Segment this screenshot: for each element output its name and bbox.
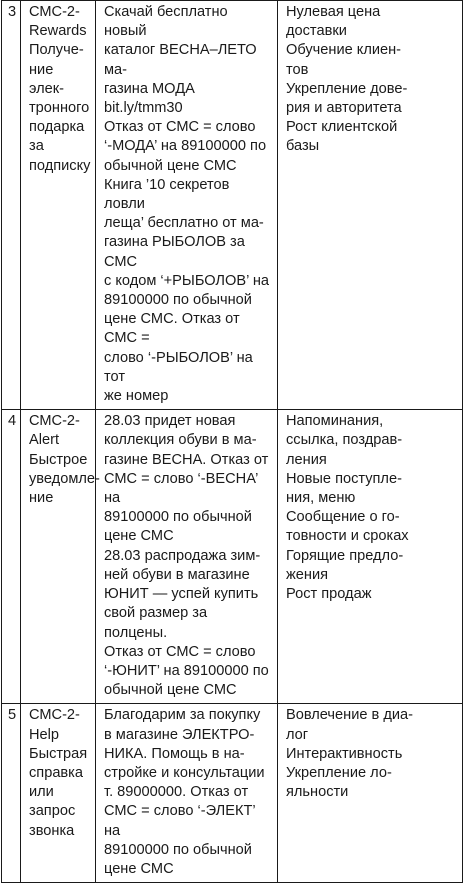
- cell-line: товности и сроках: [286, 528, 409, 545]
- cell-line: Обучение клиен-: [286, 42, 402, 59]
- cell-line: СМС = слово ‘-ВЕСНА’ на: [104, 470, 258, 507]
- cell-line: слово ‘-РЫБОЛОВ’ на тот: [104, 349, 253, 385]
- goals-cell: [278, 1, 463, 410]
- cell-line: Благодарим за покупку: [104, 707, 261, 724]
- cell-line: Укрепление дове-: [286, 80, 408, 97]
- cell-line: каталог ВЕСНА–ЛЕТО ма-: [104, 42, 257, 78]
- row-number: 4: [2, 410, 21, 704]
- cell-line: звонка: [29, 822, 75, 839]
- example-message-cell: [96, 1, 278, 410]
- cell-line: Быстрая: [29, 745, 88, 762]
- goals-cell: [278, 410, 463, 704]
- cell-line: с кодом ‘+РЫБОЛОВ’ на: [104, 272, 270, 289]
- cell-line: обычной цене СМС: [104, 157, 237, 174]
- cell-line: Нулевая цена: [286, 4, 381, 20]
- cell-line: Книга ’10 секретов ловли: [104, 176, 230, 213]
- cell-line: доставки: [286, 23, 347, 40]
- cell-line: СМС = слово ‘-ЭЛЕКТ’ на: [104, 803, 256, 839]
- cell-line: ссылка, поздрав-: [286, 432, 403, 449]
- cell-line: цене СМС. Отказ от СМС =: [104, 311, 240, 347]
- example-message-cell: [96, 704, 278, 883]
- goals-cell: [278, 704, 463, 883]
- cell-line: жения: [286, 566, 328, 583]
- table-row: [2, 1, 463, 410]
- cell-line: свой размер за полцены.: [104, 605, 208, 641]
- cell-line: ней обуви в магазине: [104, 566, 250, 583]
- cell-line: 89100000 по обычной: [104, 841, 252, 858]
- cell-line: цене СМС: [104, 528, 174, 545]
- sms-type-cell: [21, 704, 96, 883]
- cell-line: ‘-МОДА’ на 89100000 по: [104, 138, 267, 155]
- cell-line: Вовлечение в диа-: [286, 707, 413, 724]
- cell-line: СМС-2-Help: [29, 707, 80, 743]
- table-row: [2, 704, 463, 883]
- cell-line: СМС-2-Alert: [29, 413, 80, 449]
- row-number: 5: [2, 704, 21, 883]
- cell-line: т. 89000000. Отказ от: [104, 784, 249, 801]
- cell-line: 89100000 по обычной: [104, 292, 252, 309]
- cell-line: цене СМС: [104, 860, 174, 877]
- cell-line: уведомле-: [29, 470, 100, 487]
- cell-line: Отказ от СМС = слово: [104, 643, 256, 660]
- cell-line: СМС-2-: [29, 4, 80, 20]
- cell-line: или запрос: [29, 784, 76, 820]
- cell-line: обычной цене СМС: [104, 682, 237, 699]
- cell-line: газина РЫБОЛОВ за СМС: [104, 234, 245, 270]
- cell-line: ления: [286, 451, 327, 468]
- example-message-cell: [96, 410, 278, 704]
- sms-types-table: [1, 0, 463, 883]
- cell-line: Горящие предло-: [286, 547, 404, 564]
- cell-line: Отказ от СМС = слово: [104, 119, 256, 136]
- cell-line: Интерактивность: [286, 745, 403, 762]
- cell-line: коллекция обуви в ма-: [104, 432, 257, 449]
- cell-line: тронного: [29, 100, 90, 117]
- sms-type-cell: [21, 410, 100, 704]
- cell-line: яльности: [286, 784, 349, 801]
- row-number: 3: [2, 1, 21, 410]
- cell-line: НИКА. Помощь в на-: [104, 745, 245, 762]
- cell-line: справка: [29, 764, 84, 781]
- cell-line: ния, меню: [286, 490, 356, 507]
- sms-type-cell: [21, 1, 96, 410]
- cell-line: 89100000 по обычной: [104, 509, 252, 526]
- cell-line: в магазине ЭЛЕКТРО-: [104, 726, 255, 743]
- cell-line: Рост клиентской: [286, 119, 398, 136]
- cell-line: базы: [286, 138, 320, 155]
- cell-line: Rewards: [29, 23, 87, 40]
- cell-line: Рост продаж: [286, 586, 372, 603]
- cell-line: тов: [286, 61, 309, 78]
- cell-line: Напоминания,: [286, 413, 384, 430]
- table-row: [2, 410, 463, 704]
- cell-line: Быстрое: [29, 451, 88, 468]
- cell-line: же номер: [104, 388, 169, 405]
- cell-line: ние элек-: [29, 61, 65, 97]
- cell-line: ЮНИТ — успей купить: [104, 586, 259, 603]
- cell-line: 28.03 распродажа зим-: [104, 547, 261, 564]
- cell-line: рия и авторитета: [286, 100, 402, 117]
- cell-line: Получе-: [29, 42, 84, 59]
- cell-line: Новые поступле-: [286, 470, 402, 487]
- cell-line: 28.03 придет новая: [104, 413, 236, 430]
- cell-line: леща’ бесплатно от ма-: [104, 215, 264, 232]
- cell-line: стройке и консультации: [104, 764, 265, 781]
- cell-line: Сообщение о го-: [286, 509, 400, 526]
- cell-line: ние: [29, 490, 54, 507]
- cell-line: Скачай бесплатно новый: [104, 4, 228, 40]
- cell-line: газине ВЕСНА. Отказ от: [104, 451, 269, 468]
- cell-line: подписку: [29, 157, 91, 174]
- cell-line: подарка за: [29, 119, 85, 155]
- cell-line: Укрепление ло-: [286, 764, 392, 781]
- cell-line: лог: [286, 726, 309, 743]
- cell-line: ‘-ЮНИТ’ на 89100000 по: [104, 662, 269, 679]
- cell-line: газина МОДА bit.ly/tmm30: [104, 80, 195, 117]
